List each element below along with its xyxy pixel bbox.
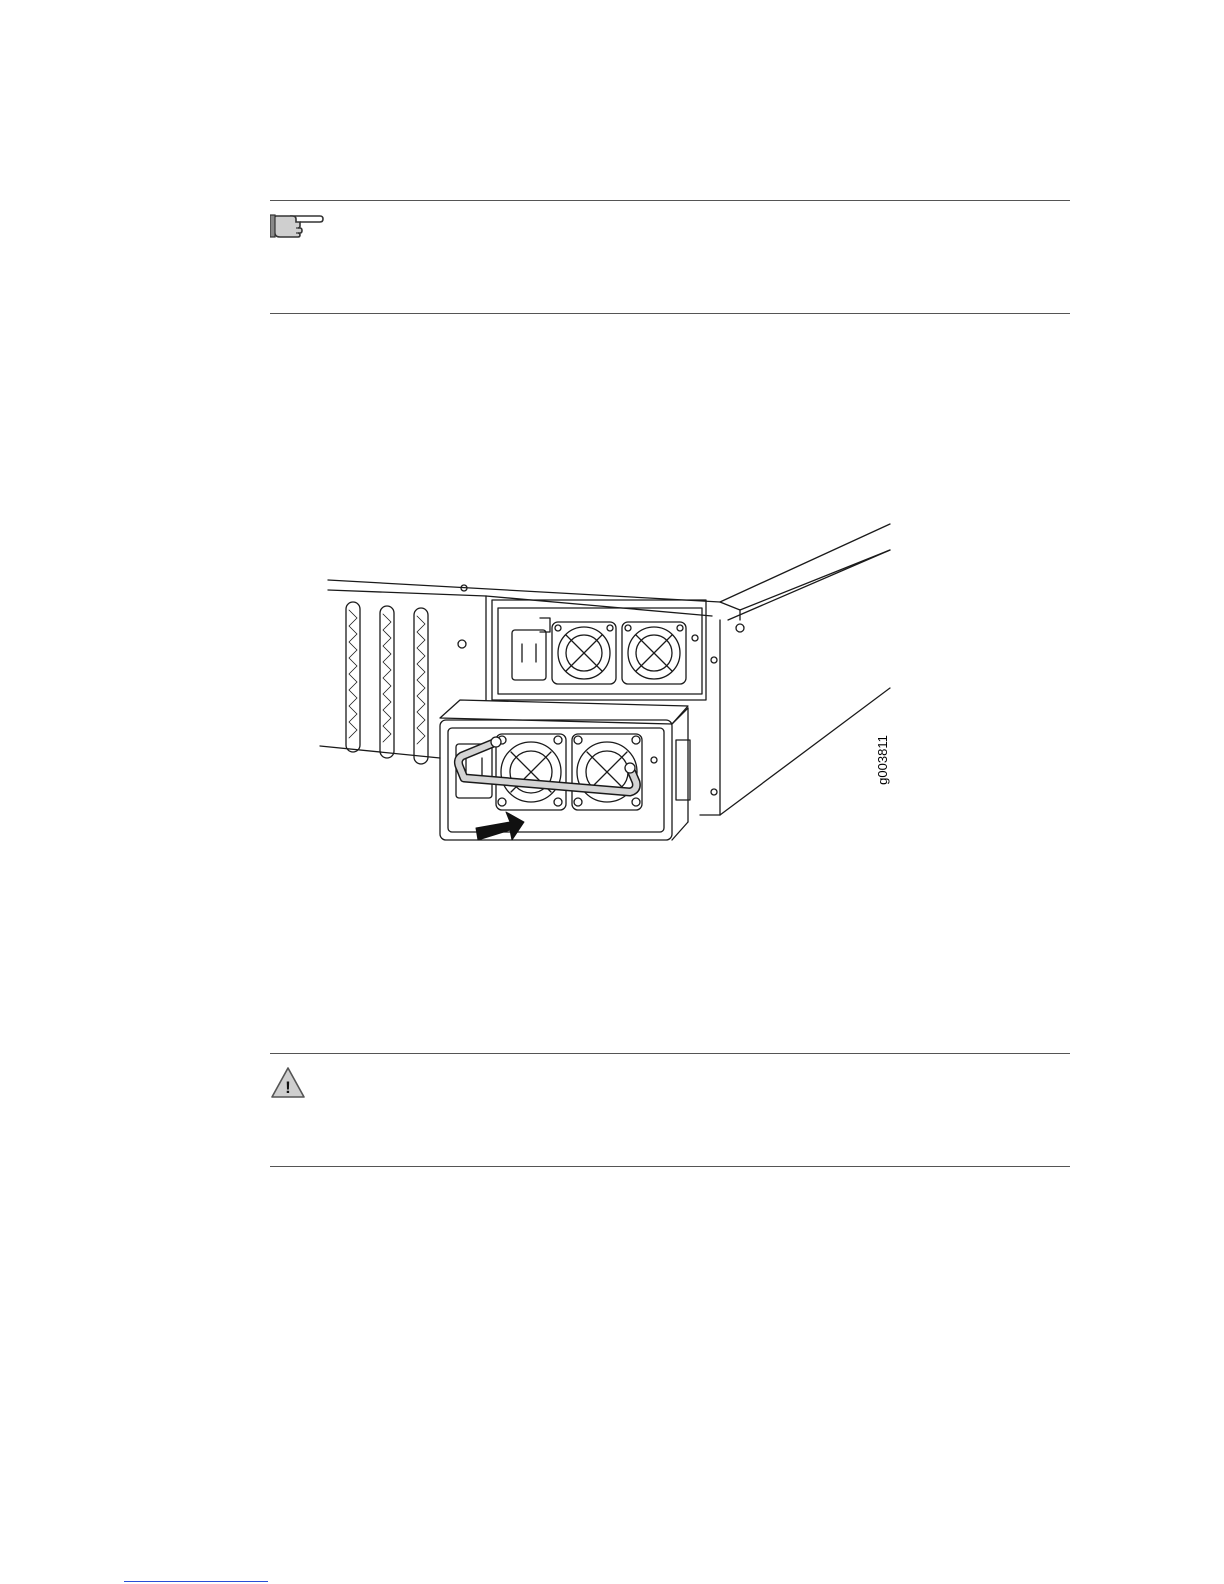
warning-triangle-icon	[270, 1066, 306, 1100]
caution-top-rule	[270, 1053, 1070, 1054]
power-supply-figure	[300, 510, 920, 870]
figure-id-label: g003811	[875, 735, 890, 785]
caution-bottom-rule	[270, 1166, 1070, 1167]
pointing-hand-icon	[270, 212, 324, 238]
note-top-rule	[270, 200, 1070, 201]
footer-link-underline[interactable]	[124, 1581, 268, 1582]
warning-symbol: !	[285, 1078, 291, 1097]
note-bottom-rule	[270, 313, 1070, 314]
